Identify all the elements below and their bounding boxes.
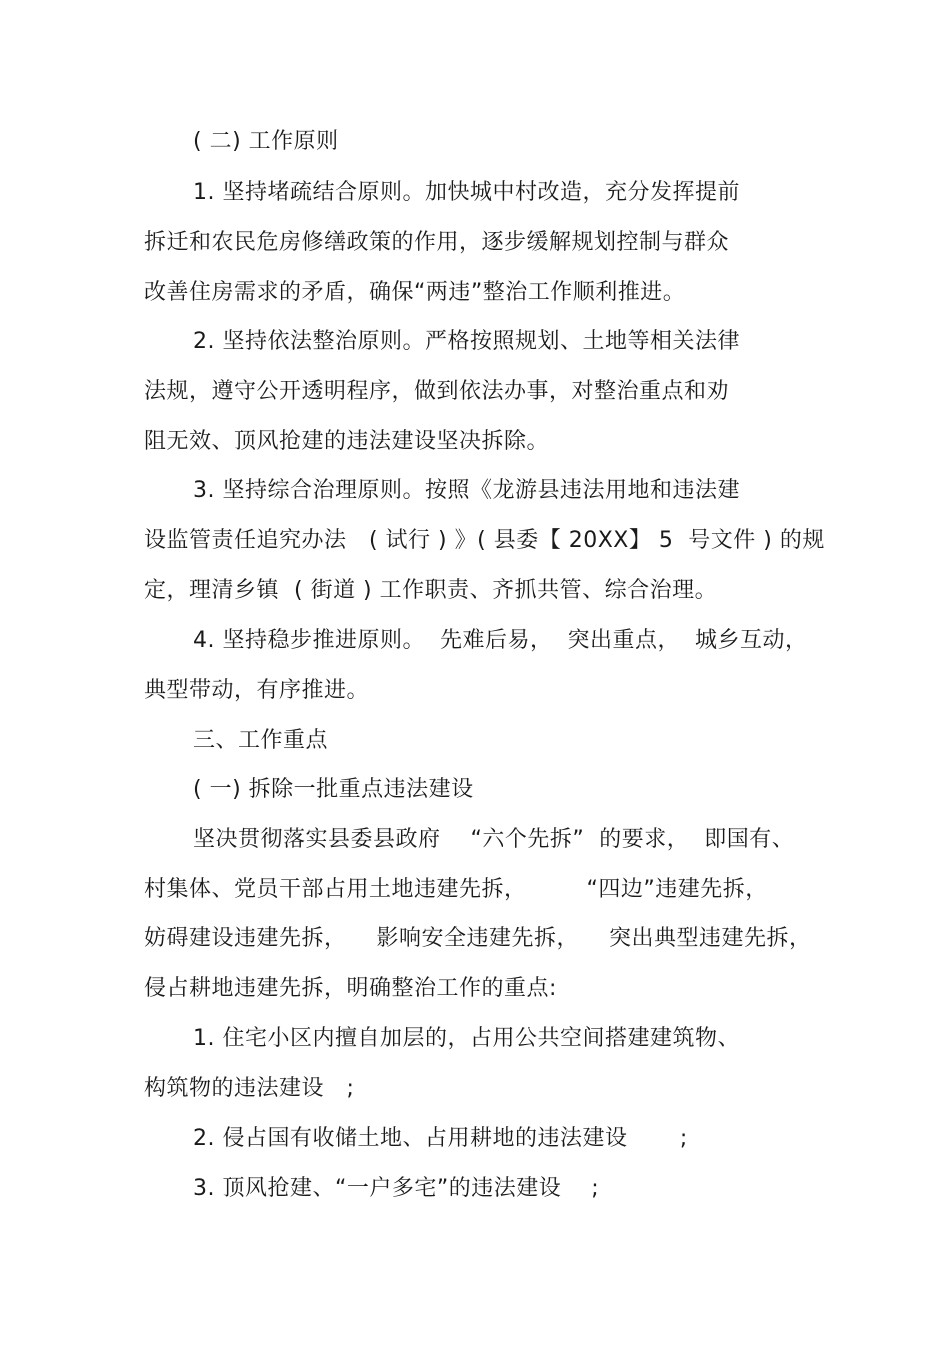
paragraph-line: 设监管责任追究办法 ( 试行 ) 》( 县委【 20XX】 5 号文件 ) 的规 (144, 528, 825, 553)
paragraph-line: 村集体、党员干部占用土地违建先拆， “四边”违建先拆， (144, 877, 768, 902)
paragraph-line: 坚决贯彻落实县委县政府 “六个先拆” 的要求， 即国有、 (193, 827, 795, 852)
section-heading-work-principles: ( 二) 工作原则 (193, 129, 339, 154)
paragraph-line: 改善住房需求的矛盾，确保“两违”整治工作顺利推进。 (144, 280, 686, 305)
list-item: 3. 顶风抢建、“一户多宅”的违法建设 ; (193, 1176, 600, 1201)
section-heading-work-focus: 三、工作重点 (193, 728, 329, 753)
list-item-continuation: 构筑物的违法建设 ; (144, 1076, 355, 1101)
paragraph-line: 定，理清乡镇 ( 街道 ) 工作职责、齐抓共管、综合治理。 (144, 578, 718, 603)
subsection-heading: ( 一) 拆除一批重点违法建设 (193, 777, 474, 802)
list-item: 2. 侵占国有收储土地、占用耕地的违法建设 ; (193, 1126, 688, 1151)
paragraph-line: 妨碍建设违建先拆， 影响安全违建先拆， 突出典型违建先拆， (144, 926, 812, 951)
paragraph-line: 1. 坚持堵疏结合原则。加快城中村改造，充分发挥提前 (193, 180, 740, 205)
paragraph-line: 2. 坚持依法整治原则。严格按照规划、土地等相关法律 (193, 329, 740, 354)
paragraph-line: 法规，遵守公开透明程序，做到依法办事，对整治重点和劝 (144, 379, 730, 404)
paragraph-line: 4. 坚持稳步推进原则。 先难后易， 突出重点， 城乡互动， (193, 628, 808, 653)
paragraph-line: 3. 坚持综合治理原则。按照《龙游县违法用地和违法建 (193, 478, 740, 503)
paragraph-line: 拆迁和农民危房修缮政策的作用，逐步缓解规划控制与群众 (144, 230, 730, 255)
paragraph-line: 侵占耕地违建先拆，明确整治工作的重点: (144, 976, 557, 1001)
list-item: 1. 住宅小区内擅自加层的，占用公共空间搭建建筑物、 (193, 1026, 740, 1051)
paragraph-line: 阻无效、顶风抢建的违法建设坚决拆除。 (144, 429, 550, 454)
paragraph-line: 典型带动，有序推进。 (144, 678, 370, 703)
